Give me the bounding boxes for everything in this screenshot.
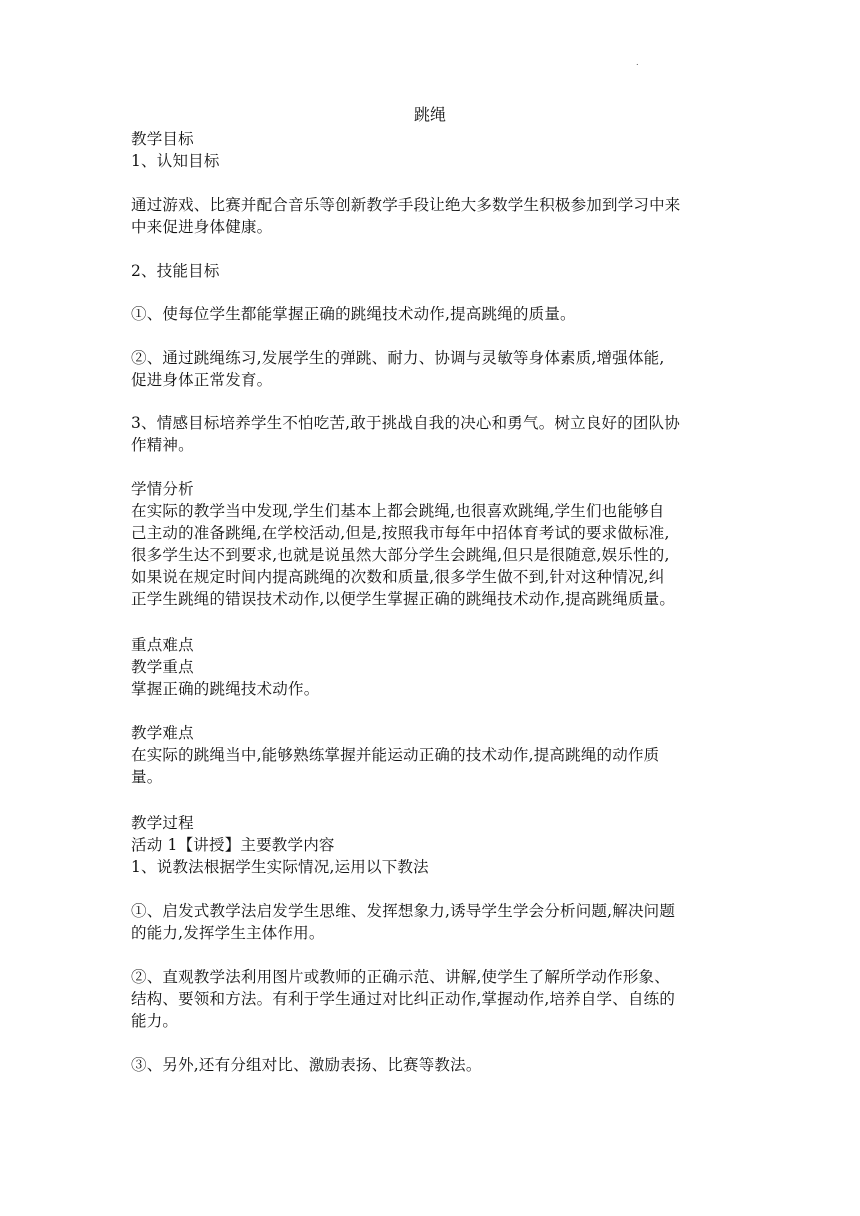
subheading-cognitive-goal: 1、认知目标 bbox=[131, 152, 220, 170]
paragraph-line: ①、启发式教学法启发学生思维、发挥想象力,诱导学生学会分析问题,解决问题 bbox=[131, 902, 676, 920]
paragraph-line: ①、使每位学生都能掌握正确的跳绳技术动作,提高跳绳的质量。 bbox=[131, 305, 576, 323]
heading-key-difficulties: 重点难点 bbox=[131, 636, 194, 654]
paragraph-line: 1、说教法根据学生实际情况,运用以下教法 bbox=[131, 858, 429, 876]
paragraph-line: 己主动的准备跳绳,在学校活动,但是,按照我市每年中招体育考试的要求做标准, bbox=[131, 524, 670, 542]
paragraph-line: 量。 bbox=[131, 768, 163, 786]
paragraph-line: 结构、要领和方法。有利于学生通过对比纠正动作,掌握动作,培养自学、自练的 bbox=[131, 990, 676, 1008]
heading-teaching-goals: 教学目标 bbox=[131, 130, 194, 148]
subheading-activity-1: 活动 1【讲授】主要教学内容 bbox=[131, 836, 335, 854]
paragraph-line: 作精神。 bbox=[131, 436, 194, 454]
paragraph-line: 如果说在规定时间内提高跳绳的次数和质量,很多学生做不到,针对这种情况,纠 bbox=[131, 568, 665, 586]
heading-teaching-process: 教学过程 bbox=[131, 814, 194, 832]
paragraph-line: 通过游戏、比赛并配合音乐等创新教学手段让绝大多数学生积极参加到学习中来 bbox=[131, 196, 681, 214]
subheading-teaching-difficulty: 教学难点 bbox=[131, 724, 194, 742]
heading-learning-analysis: 学情分析 bbox=[131, 480, 194, 498]
paragraph-line: 3、情感目标培养学生不怕吃苦,敢于挑战自我的决心和勇气。树立良好的团队协 bbox=[131, 414, 680, 432]
paragraph-line: ②、通过跳绳练习,发展学生的弹跳、耐力、协调与灵敏等身体素质,增强体能, bbox=[131, 349, 665, 367]
paragraph-line: ②、直观教学法利用图片或教师的正确示范、讲解,使学生了解所学动作形象、 bbox=[131, 968, 670, 986]
paragraph-line: 中来促进身体健康。 bbox=[131, 218, 273, 236]
paragraph-line: 正学生跳绳的错误技术动作,以便学生掌握正确的跳绳技术动作,提高跳绳质量。 bbox=[131, 590, 676, 608]
paragraph-line: ③、另外,还有分组对比、激励表扬、比赛等教法。 bbox=[131, 1056, 482, 1074]
paragraph-line: 的能力,发挥学生主体作用。 bbox=[131, 924, 325, 942]
subheading-teaching-focus: 教学重点 bbox=[131, 658, 194, 676]
paragraph-line: 能力。 bbox=[131, 1012, 179, 1030]
paragraph-line: 促进身体正常发育。 bbox=[131, 371, 273, 389]
paragraph-line: 在实际的跳绳当中,能够熟练掌握并能运动正确的技术动作,提高跳绳的动作质 bbox=[131, 746, 660, 764]
page-mark: . bbox=[636, 58, 639, 67]
subheading-skill-goal: 2、技能目标 bbox=[131, 262, 220, 280]
paragraph-line: 很多学生达不到要求,也就是说虽然大部分学生会跳绳,但只是很随意,娱乐性的, bbox=[131, 546, 670, 564]
paragraph-line: 掌握正确的跳绳技术动作。 bbox=[131, 680, 320, 698]
page-title: 跳绳 bbox=[413, 105, 446, 124]
paragraph-line: 在实际的教学当中发现,学生们基本上都会跳绳,也很喜欢跳绳,学生们也能够自 bbox=[131, 502, 665, 520]
